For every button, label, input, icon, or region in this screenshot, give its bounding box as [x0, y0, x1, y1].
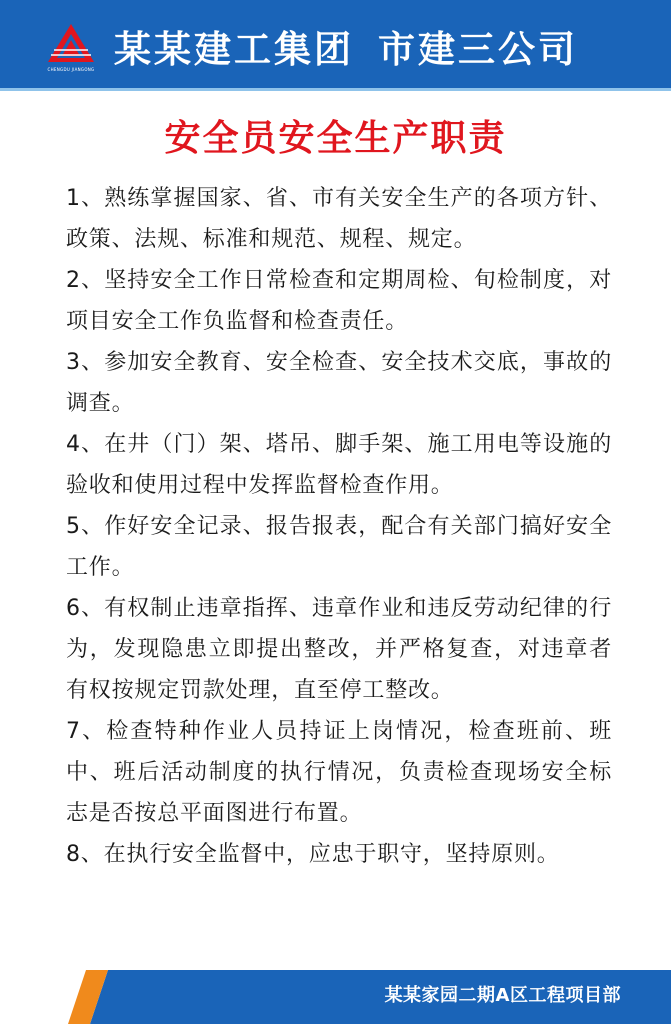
duty-item: 6、有权制止违章指挥、违章作业和违反劳动纪律的行为，发现隐患立即提出整改，并严格复查，对违章者有权按规定罚款处理，直至停工整改。 [66, 596, 612, 703]
duty-item: 4、在井（门）架、塔吊、脚手架、施工用电等设施的验收和使用过程中发挥监督检查作用。 [66, 432, 612, 498]
company-logo [40, 20, 102, 74]
company-name: 某某建工集团 [114, 27, 354, 71]
duty-item: 2、坚持安全工作日常检查和定期周检、旬检制度，对项目安全工作负监督和检查责任。 [66, 268, 612, 334]
triangle-logo-icon [40, 20, 102, 66]
company-title [114, 24, 578, 74]
header-band [0, 0, 671, 88]
project-department: 某某家园二期A区工程项目部 [384, 985, 621, 1006]
duty-item: 7、检查特种作业人员持证上岗情况，检查班前、班中、班后活动制度的执行情况，负责检查现场安全标志是否按总平面图进行布置。 [66, 719, 612, 826]
duty-item: 3、参加安全教育、安全检查、安全技术交底，事故的调查。 [66, 350, 612, 416]
duties-list [66, 178, 612, 875]
header-divider [0, 88, 671, 91]
duty-item: 1、熟练掌握国家、省、市有关安全生产的各项方针、政策、法规、标准和规范、规程、规定。 [66, 186, 612, 252]
logo-caption: CHENGDU JIANGONG [47, 67, 95, 72]
duty-item: 8、在执行安全监督中，应忠于职守，坚持原则。 [66, 842, 560, 867]
page-title: 安全员安全生产职责 [164, 118, 507, 159]
duty-item: 5、作好安全记录、报告报表，配合有关部门搞好安全工作。 [66, 514, 612, 580]
footer-band [0, 970, 671, 1024]
branch-name: 市建三公司 [378, 28, 578, 71]
